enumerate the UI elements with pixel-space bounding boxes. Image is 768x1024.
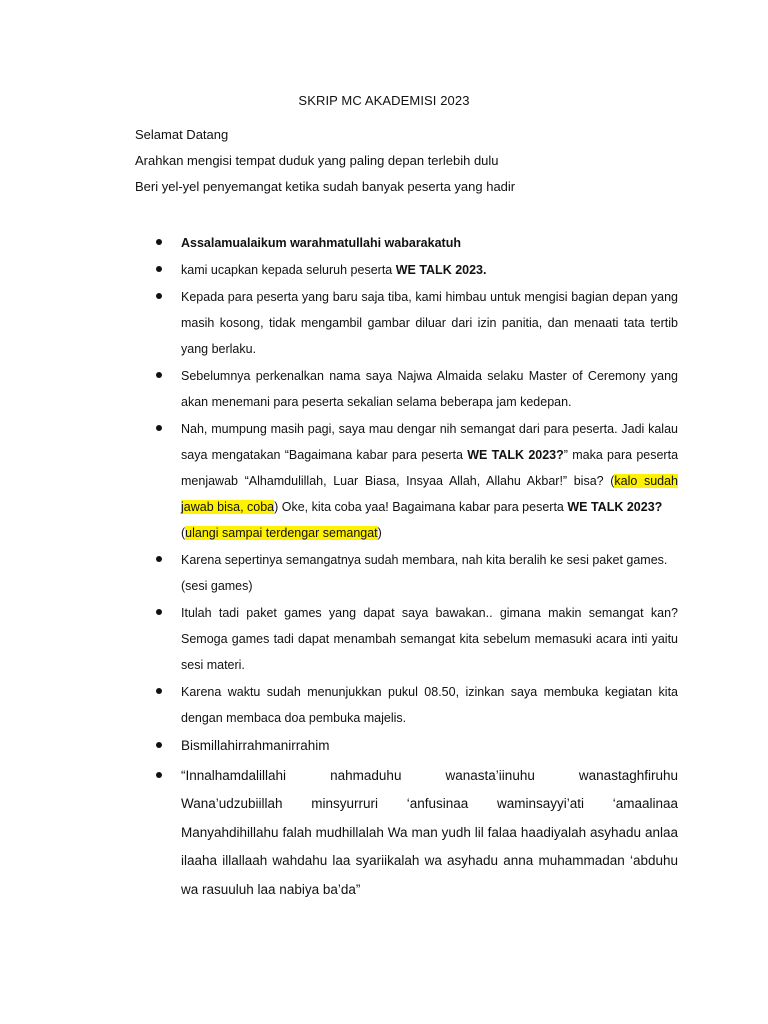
list-item — [155, 363, 678, 415]
bullet-icon — [156, 293, 162, 299]
bullet-icon — [156, 688, 162, 694]
bullet-icon — [156, 609, 162, 615]
list-item-text: Sebelumnya perkenalkan nama saya Najwa Almaida selaku Master of Ceremony yang akan menemani para peserta sekalian selama beberapa jam kedepan. — [181, 369, 678, 409]
event-name-text: WE TALK 2023? — [467, 448, 564, 462]
list-item-text: Nah, mumpung masih pagi, saya mau dengar nih semangat dari para peserta. Jadi kalau saya mengatakan “Bagaimana kabar para peserta — [181, 422, 678, 462]
list-item — [155, 600, 678, 678]
list-item-text: Karena sepertinya semangatnya sudah membara, nah kita beralih ke sesi paket games. — [181, 553, 668, 567]
list-item — [155, 284, 678, 362]
list-item — [155, 679, 678, 731]
list-item-text: ( — [181, 526, 186, 540]
list-item-text: kami ucapkan kepada seluruh peserta — [181, 263, 396, 277]
list-item-text: ) — [377, 526, 382, 540]
list-item — [155, 732, 678, 761]
list-item-text: ) Oke, kita coba yaa! Bagaimana kabar para peserta — [274, 500, 568, 514]
list-item — [155, 230, 678, 256]
list-item-text: ” maka para peserta menjawab “Alhamdulillah, Luar Biasa, Insyaa Allah, Allahu Akbar!” bisa? ( — [181, 448, 679, 488]
list-item-text: Bismillahirrahmanirrahim — [181, 738, 330, 753]
list-item — [155, 762, 678, 905]
list-item — [155, 416, 678, 546]
greeting-text: Assalamualaikum warahmatullahi wabarakatuh — [181, 236, 461, 250]
bullet-icon — [156, 772, 162, 778]
prayer-line: “Innalhamdalillahi nahmaduhu wanasta’iinuhu wanastaghfiruhu — [181, 767, 678, 783]
bullet-icon — [156, 742, 162, 748]
event-name-text: WE TALK 2023? — [567, 500, 663, 514]
highlighted-note: kalo sudah jawab bisa, coba — [181, 474, 678, 514]
list-item-text: Itulah tadi paket games yang dapat saya bawakan.. gimana makin semangat kan? Semoga games tadi dapat menambah semangat kita sebelum memasuki acara inti yaitu sesi materi. — [181, 606, 678, 672]
bullet-icon — [156, 266, 162, 272]
list-item-text: Karena waktu sudah menunjukkan pukul 08.50, izinkan saya membuka kegiatan kita dengan membaca doa pembuka majelis. — [181, 685, 678, 725]
list-item — [155, 257, 678, 283]
highlighted-note: ulangi sampai terdengar semangat — [185, 526, 378, 540]
list-item-text: Kepada para peserta yang baru saja tiba, kami himbau untuk mengisi bagian depan yang masih kosong, tidak mengambil gambar diluar dari izin panitia, dan menaati tata tertib yang berlaku. — [181, 290, 678, 356]
intro-line: Arahkan mengisi tempat duduk yang paling depan terlebih dulu — [135, 153, 499, 168]
prayer-line: Wana’udzubiillah minsyurruri ‘anfusinaa waminsayyi’ati ‘amaalinaa — [181, 796, 678, 811]
script-bullet-list — [155, 230, 678, 905]
list-item-text: (sesi games) — [181, 579, 253, 593]
bullet-icon — [156, 425, 162, 431]
bullet-icon — [156, 556, 162, 562]
bullet-icon — [156, 372, 162, 378]
bullet-icon — [156, 239, 162, 245]
intro-block — [135, 125, 695, 203]
intro-line: Beri yel-yel penyemangat ketika sudah banyak peserta yang hadir — [135, 179, 516, 194]
list-item — [155, 547, 678, 599]
prayer-text: Manyahdihillahu falah mudhillalah Wa man yudh lil falaa haadiyalah asyhadu anlaa ilaaha illallaah wahdahu laa syariikalah wa asyhadu anna muhammadan ‘abduhu wa rasuuluh laa nabiya ba’da” — [181, 824, 678, 897]
event-name-text: WE TALK 2023. — [395, 263, 487, 277]
intro-line: Selamat Datang — [135, 127, 229, 142]
document-title: SKRIP MC AKADEMISI 2023 — [298, 93, 470, 108]
